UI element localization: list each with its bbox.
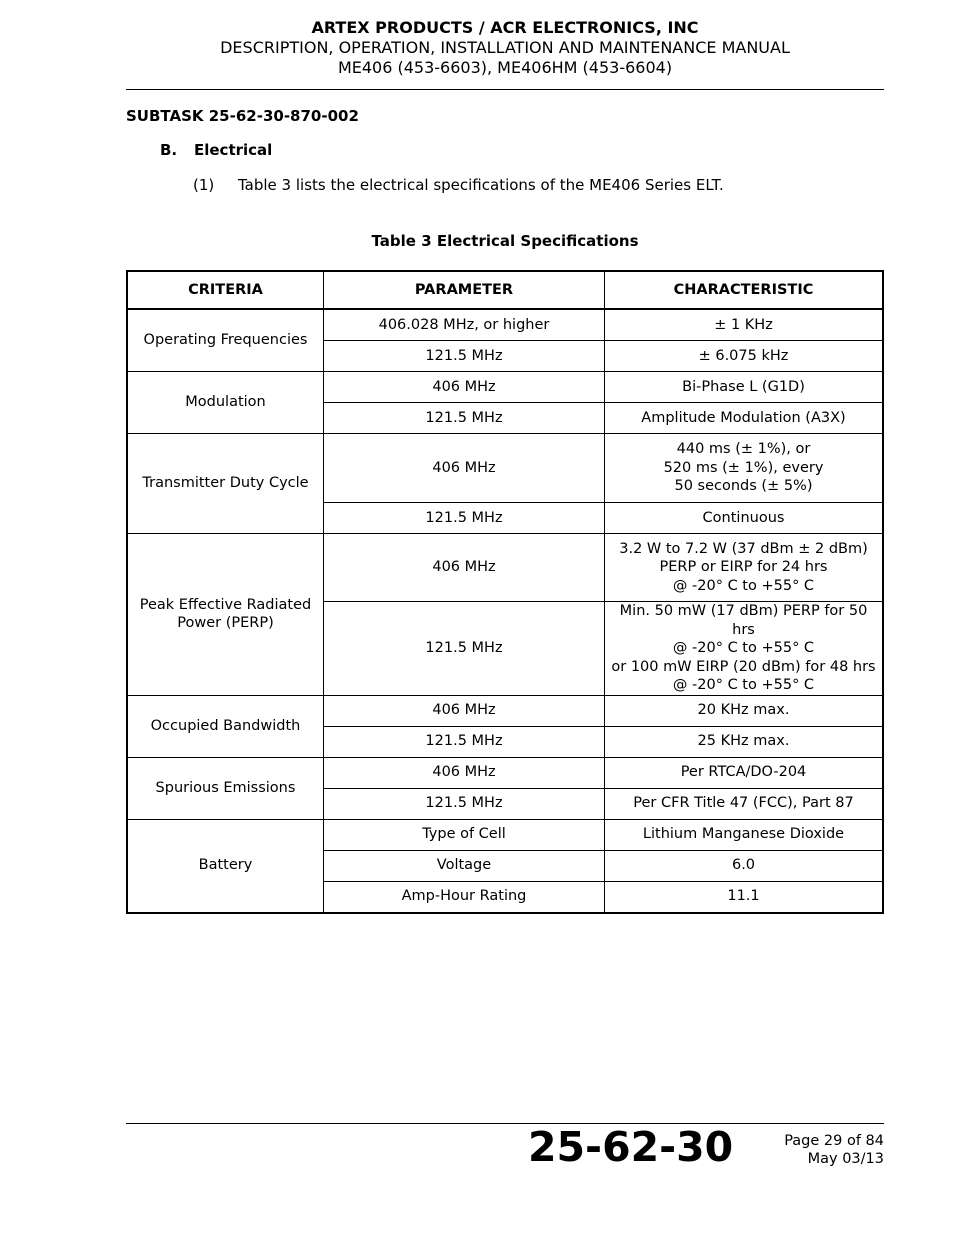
table-caption: Table 3 Electrical Specifications — [371, 232, 639, 250]
characteristic-cell: 25 KHz max. — [605, 726, 884, 757]
parameter-cell: Type of Cell — [324, 819, 605, 850]
parameter-cell: Amp-Hour Rating — [324, 881, 605, 913]
revision-date: May 03/13 — [807, 1151, 884, 1167]
paragraph — [193, 176, 724, 194]
page-info — [784, 1132, 884, 1168]
characteristic-cell: 11.1 — [605, 881, 884, 913]
table-header-row — [127, 271, 883, 309]
characteristic-cell: ± 1 KHz — [605, 309, 884, 341]
parameter-cell: 406.028 MHz, or higher — [324, 309, 605, 341]
characteristic-cell: Lithium Manganese Dioxide — [605, 819, 884, 850]
criteria-cell: Battery — [127, 819, 324, 913]
criteria-cell: Modulation — [127, 372, 324, 434]
parameter-cell: 121.5 MHz — [324, 788, 605, 819]
table-body — [127, 309, 883, 913]
characteristic-cell: Per RTCA/DO-204 — [605, 757, 884, 788]
table-row — [127, 695, 883, 726]
page-number: Page 29 of 84 — [784, 1133, 884, 1149]
criteria-cell: Operating Frequencies — [127, 309, 324, 372]
parameter-cell: 406 MHz — [324, 372, 605, 403]
parameter-cell: 121.5 MHz — [324, 341, 605, 372]
column-header-criteria: CRITERIA — [127, 271, 324, 309]
table-row — [127, 372, 883, 403]
criteria-cell: Spurious Emissions — [127, 757, 324, 819]
characteristic-cell: Bi-Phase L (G1D) — [605, 372, 884, 403]
characteristic-cell: Min. 50 mW (17 dBm) PERP for 50 hrs @ -20° C to +55° C or 100 mW EIRP (20 dBm) for 48 hrs @ -20° C to +55° C — [605, 602, 884, 696]
parameter-cell: 121.5 MHz — [324, 503, 605, 534]
criteria-cell: Occupied Bandwidth — [127, 695, 324, 757]
table-row — [127, 757, 883, 788]
parameter-cell: 406 MHz — [324, 695, 605, 726]
specifications-table — [126, 270, 884, 914]
parameter-cell: 121.5 MHz — [324, 726, 605, 757]
paragraph-text: Table 3 lists the electrical specifications of the ME406 Series ELT. — [238, 176, 724, 194]
section-title: Electrical — [194, 141, 273, 159]
characteristic-cell: ± 6.075 kHz — [605, 341, 884, 372]
characteristic-cell: Per CFR Title 47 (FCC), Part 87 — [605, 788, 884, 819]
parameter-cell: 121.5 MHz — [324, 403, 605, 434]
paragraph-number: (1) — [193, 176, 215, 194]
parameter-cell: 121.5 MHz — [324, 602, 605, 696]
table-row — [127, 434, 883, 503]
parameter-cell: 406 MHz — [324, 434, 605, 503]
characteristic-cell: 20 KHz max. — [605, 695, 884, 726]
subtask-heading: SUBTASK 25-62-30-870-002 — [126, 107, 359, 125]
parameter-cell: Voltage — [324, 850, 605, 881]
column-header-parameter: PARAMETER — [324, 271, 605, 309]
section-heading — [160, 141, 273, 159]
table-row — [127, 309, 883, 341]
manual-title: DESCRIPTION, OPERATION, INSTALLATION AND MAINTENANCE MANUAL — [220, 38, 790, 57]
table-row — [127, 819, 883, 850]
parameter-cell: 406 MHz — [324, 757, 605, 788]
company-name: ARTEX PRODUCTS / ACR ELECTRONICS, INC — [311, 18, 699, 37]
table-row — [127, 534, 883, 602]
characteristic-cell: Amplitude Modulation (A3X) — [605, 403, 884, 434]
column-header-characteristic: CHARACTERISTIC — [605, 271, 884, 309]
header-divider — [126, 89, 884, 90]
characteristic-cell: 6.0 — [605, 850, 884, 881]
characteristic-cell: Continuous — [605, 503, 884, 534]
footer-divider — [126, 1123, 884, 1124]
criteria-cell: Transmitter Duty Cycle — [127, 434, 324, 534]
page-header — [126, 18, 884, 78]
document-code: 25-62-30 — [528, 1123, 734, 1171]
parameter-cell: 406 MHz — [324, 534, 605, 602]
characteristic-cell: 3.2 W to 7.2 W (37 dBm ± 2 dBm) PERP or EIRP for 24 hrs @ -20° C to +55° C — [605, 534, 884, 602]
model-numbers: ME406 (453-6603), ME406HM (453-6604) — [337, 58, 673, 77]
characteristic-cell: 440 ms (± 1%), or 520 ms (± 1%), every 50 seconds (± 5%) — [605, 434, 884, 503]
section-letter: B. — [160, 141, 178, 159]
criteria-cell: Peak Effective Radiated Power (PERP) — [127, 534, 324, 696]
